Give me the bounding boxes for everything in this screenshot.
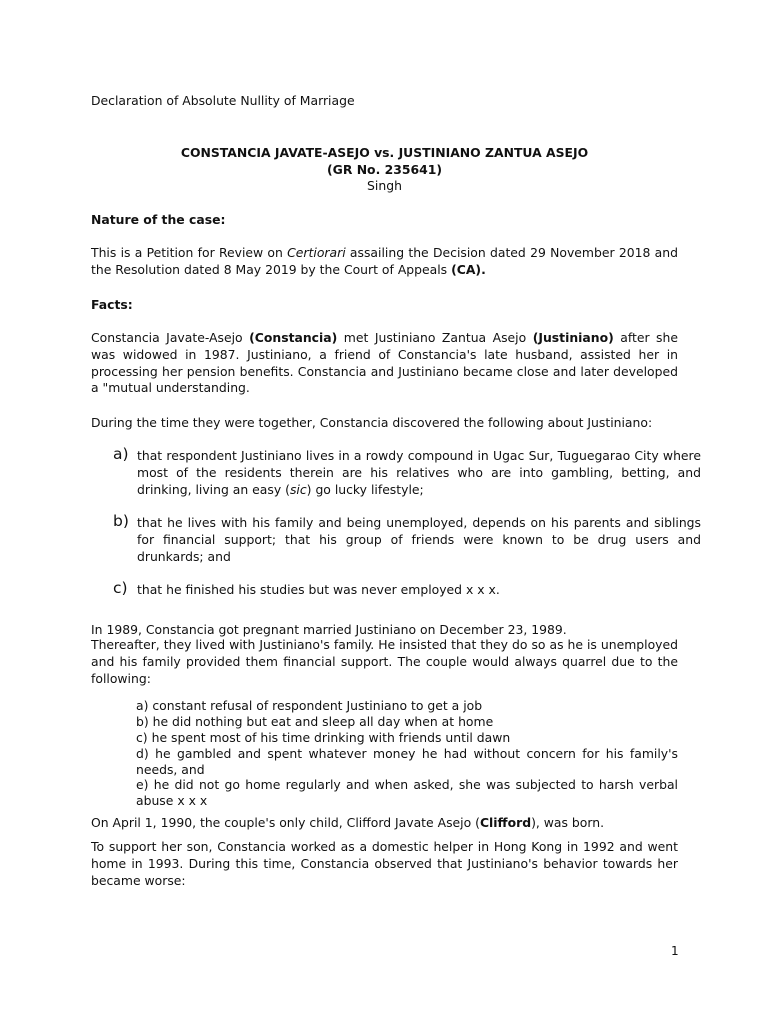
list2-item-a: a) constant refusal of respondent Justiniano to get a job	[136, 698, 483, 713]
page-number: 1	[671, 944, 679, 958]
list2-item-d: d) he gambled and spent whatever money he had without concern for his family's needs, and	[136, 746, 678, 777]
facts-paragraph-2: During the time they were together, Constancia discovered the following about Justiniano:	[91, 415, 653, 430]
gr-number: (GR No. 235641)	[327, 162, 442, 177]
list2-item-b: b) he did nothing but eat and sleep all day when at home	[136, 714, 494, 729]
topic-line: Declaration of Absolute Nullity of Marriage	[91, 93, 355, 108]
facts-heading: Facts:	[91, 297, 133, 312]
paragraph-1989: In 1989, Constancia got pregnant married Justiniano on December 23, 1989.	[91, 622, 567, 637]
facts-paragraph-1: Constancia Javate-Asejo (Constancia) met Justiniano Zantua Asejo (Justiniano) after she was widowed in 1987. Justiniano, a friend of Constancia's late husband, assisted her in processing her pension benefits. Constancia and Justiniano became close and later developed a "mutual understanding.	[91, 330, 678, 396]
list-marker: b)	[113, 512, 129, 530]
paragraph-thereafter: Thereafter, they lived with Justiniano's family. He insisted that they do so as he is unemployed and his family provided them financial support. The couple would always quarrel due to the following:	[91, 637, 678, 686]
nature-paragraph: This is a Petition for Review on Certiorari assailing the Decision dated 29 November 2018 and the Resolution dated 8 May 2019 by the Court of Appeals (CA).	[91, 245, 678, 277]
list-item-text: that he lives with his family and being unemployed, depends on his parents and siblings for financial support; that his group of friends were known to be drug users and drunkards; and	[137, 515, 701, 564]
list2-item-c: c) he spent most of his time drinking with friends until dawn	[136, 730, 511, 745]
author-line: Singh	[367, 178, 402, 193]
list-item-text: that he finished his studies but was never employed x x x.	[137, 582, 500, 597]
paragraph-support: To support her son, Constancia worked as a domestic helper in Hong Kong in 1992 and went home in 1993. During this time, Constancia observed that Justiniano's behavior towards her became worse:	[91, 839, 678, 888]
nature-heading: Nature of the case:	[91, 212, 226, 227]
list2-item-e: e) he did not go home regularly and when asked, she was subjected to harsh verbal abuse x x x	[136, 777, 678, 808]
case-title: CONSTANCIA JAVATE-ASEJO vs. JUSTINIANO ZANTUA ASEJO	[180, 145, 589, 160]
list-marker: c)	[113, 579, 128, 597]
list-item-text: that respondent Justiniano lives in a rowdy compound in Ugac Sur, Tuguegarao City where most of the residents therein are his relatives who are into gambling, betting, and drinking, living an easy (sic) go lucky lifestyle;	[137, 448, 701, 497]
paragraph-clifford: On April 1, 1990, the couple's only child, Clifford Javate Asejo (Clifford), was born.	[91, 815, 605, 830]
list-marker: a)	[113, 445, 129, 463]
